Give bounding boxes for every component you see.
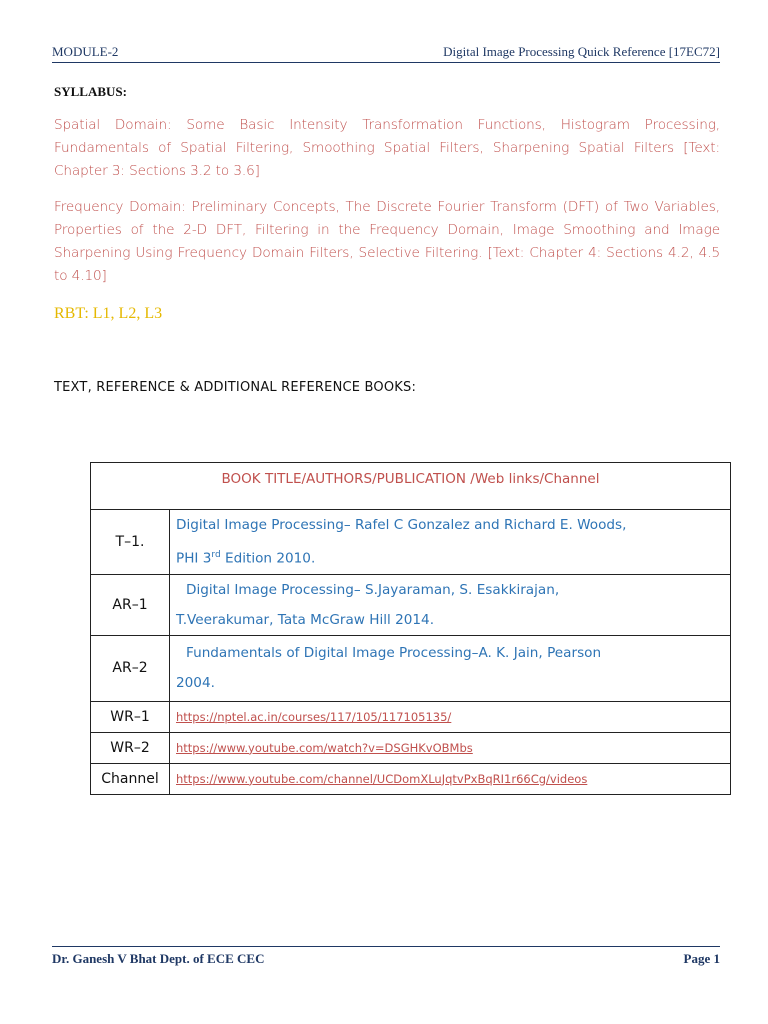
ref-description: Fundamentals of Digital Image Processing–A. K. Jain, Pearson 2004. [170,635,731,701]
table-row [91,763,731,794]
nptel-link[interactable]: https://nptel.ac.in/courses/117/105/117105135/ [170,701,731,732]
ref-code: AR–2 [91,635,170,701]
table-header-text: BOOK TITLE/AUTHORS/PUBLICATION /Web links/Channel [221,471,600,487]
ref-code: AR–1 [91,574,170,635]
syllabus-spatial-domain: Spatial Domain: Some Basic Intensity Transformation Functions, Histogram Processing, Fundamentals of Spatial Filtering, Smoothing Spatial Filters, Sharpening Spatial Filters [Text: Chapter 3: Sections 3.2 to 3.6] [54,117,720,179]
document-title: Digital Image Processing Quick Reference [17EC72] [443,44,720,59]
page-number: Page 1 [683,951,720,966]
page-footer [52,946,720,967]
ref-code: WR–2 [91,732,170,763]
page-header [52,40,720,63]
youtube-video-link[interactable]: https://www.youtube.com/watch?v=DSGHKvOBMbs [170,732,731,763]
table-row [91,635,731,701]
author-info: Dr. Ganesh V Bhat Dept. of ECE CEC [52,951,265,966]
ref-code: T–1. [91,510,170,575]
table-header-cell [91,463,731,510]
books-heading: TEXT, REFERENCE & ADDITIONAL REFERENCE BOOKS: [54,380,417,395]
reference-table [90,462,731,795]
module-label: MODULE-2 [52,44,119,59]
rbt-levels: RBT: L1, L2, L3 [54,305,163,322]
table-row [91,510,731,575]
ref-code: WR–1 [91,701,170,732]
ref-code: Channel [91,763,170,794]
table-row [91,574,731,635]
table-header-row [91,463,731,510]
syllabus-frequency-domain: Frequency Domain: Preliminary Concepts, The Discrete Fourier Transform (DFT) of Two Variables, Properties of the 2-D DFT, Filtering in the Frequency Domain, Image Smoothing and Image Sharpening Using Frequency Domain Filters, Selective Filtering. [Text: Chapter 4: Sections 4.2, 4.5 to 4.10] [54,199,720,284]
table-row [91,701,731,732]
youtube-channel-link[interactable]: https://www.youtube.com/channel/UCDomXLuJqtvPxBqRI1r66Cg/videos [170,763,731,794]
ref-description: Digital Image Processing– S.Jayaraman, S. Esakkirajan, T.Veerakumar, Tata McGraw Hill 2014. [170,574,731,635]
ref-description: Digital Image Processing– Rafel C Gonzalez and Richard E. Woods, PHI 3rd Edition 2010. [170,510,731,575]
syllabus-heading: SYLLABUS: [54,84,127,99]
table-row [91,732,731,763]
